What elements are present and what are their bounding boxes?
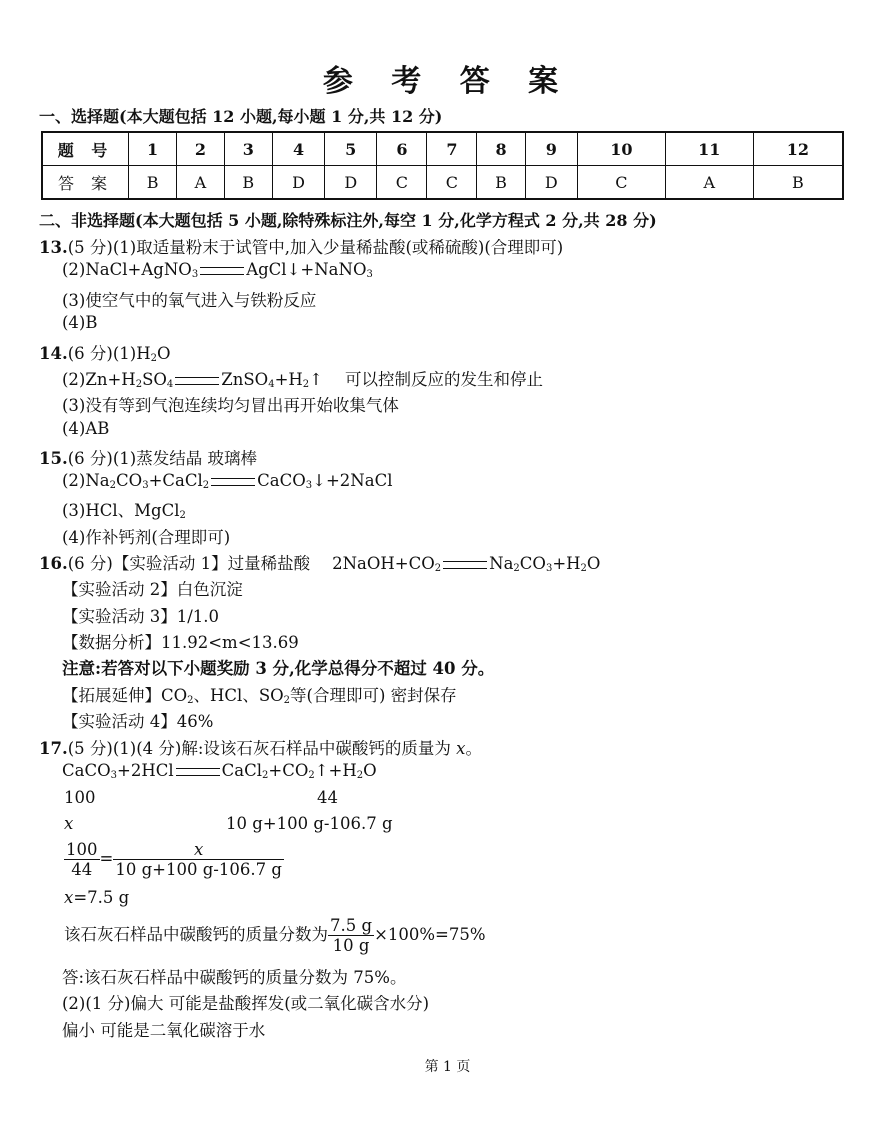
q17-number: 17. (39, 739, 68, 758)
answer-cell: B (753, 166, 843, 200)
q16-line-6: 【实验活动 4】46% (62, 712, 214, 731)
q14-number: 14. (39, 344, 68, 363)
q17-part-2b: 偏小 可能是二氧化碳溶于水 (62, 1021, 266, 1040)
q17-unknown-x: x (64, 814, 74, 833)
q15-line-2: $(2)Na_2CO_3+CaCl_2$ CaCO$_3$↓+2NaCl (62, 471, 393, 491)
page-number: 第 1 页 (424, 1059, 471, 1075)
q15-number: 15. (39, 449, 68, 468)
q16-line-5: 【拓展延伸】$CO_2$、HCl、$SO_2$等(合理即可) 密封保存 (62, 686, 457, 706)
q16-line-2: 【实验活动 2】白色沉淀 (62, 580, 243, 599)
page-title: 参 考 答 案 (322, 64, 573, 99)
answer-row (42, 166, 843, 200)
answer-cell: B (224, 166, 272, 200)
equals-sign (211, 478, 255, 486)
question-number: 1 (129, 132, 177, 166)
answer-cell: D (272, 166, 324, 200)
answer-cell: D (325, 166, 377, 200)
question-number-row (42, 132, 843, 166)
q13-line-4: (4)B (62, 313, 98, 332)
section-1-heading: 一、选择题(本大题包括 12 小题,每小题 1 分,共 12 分) (39, 107, 443, 126)
q17-percentage: 该石灰石样品中碳酸钙的质量分数为 $\frac{7.5 g}{10 g}$ ×100%=75% (64, 916, 486, 955)
q17-line-1: 17.(5 分)(1)(4 分)解:设该石灰石样品中碳酸钙的质量为 x。 (39, 739, 482, 758)
q16-line-4: 【数据分析】11.92<m<13.69 (62, 633, 299, 652)
q16-bonus-note: 注意:若答对以下小题奖励 3 分,化学总得分不超过 40 分。 (62, 659, 495, 678)
question-number: 11 (665, 132, 753, 166)
q16-line-1: 16.(6 分)【实验活动 1】过量稀盐酸 $2NaOH+CO_2$ $Na_2CO_3+H_2O$ (39, 554, 601, 574)
answer-cell: C (427, 166, 477, 200)
equals-sign (200, 267, 244, 275)
question-number: 7 (427, 132, 477, 166)
answer-cell: C (577, 166, 665, 200)
question-number: 8 (477, 132, 525, 166)
equals-sign (176, 768, 220, 776)
question-number: 12 (753, 132, 843, 166)
q13-line-2: (2)NaCl+AgNO$_3$ AgCl↓+NaNO$_3$ (62, 260, 373, 280)
question-number: 10 (577, 132, 665, 166)
question-number: 9 (525, 132, 577, 166)
question-number: 3 (224, 132, 272, 166)
q17-molar-caco3: 100 (64, 788, 96, 807)
q15-line-1: 15.(6 分)(1)蒸发结晶 玻璃棒 (39, 449, 257, 468)
row-label-answer: 答 案 (42, 166, 129, 200)
q17-molar-co2: 44 (317, 788, 338, 807)
q17-co2-mass: 10 g+100 g-106.7 g (226, 814, 393, 833)
question-number: 5 (325, 132, 377, 166)
answer-cell: B (129, 166, 177, 200)
q14-line-4: (4)AB (62, 419, 110, 438)
q14-line-3: (3)没有等到气泡连续均匀冒出再开始收集气体 (62, 396, 399, 415)
q13-number: 13. (39, 238, 68, 257)
q13-line-1: 13.(5 分)(1)取适量粉末于试管中,加入少量稀盐酸(或稀硫酸)(合理即可) (39, 238, 564, 257)
equals-sign (175, 377, 219, 385)
multiple-choice-answer-table (41, 131, 844, 200)
q13-line-3: (3)使空气中的氧气进入与铁粉反应 (62, 291, 317, 310)
answer-cell: C (377, 166, 427, 200)
q15-line-4: (4)作补钙剂(合理即可) (62, 528, 231, 547)
q16-number: 16. (39, 554, 68, 573)
q14-line-2: $(2)Zn+H_2SO_4$ $ZnSO_4+H_2↑$ 可以控制反应的发生和停止 (62, 370, 543, 390)
q17-part-2: (2)(1 分)偏大 可能是盐酸挥发(或二氧化碳含水分) (62, 994, 430, 1013)
q15-line-3: (3)HCl、MgCl$_2$ (62, 501, 186, 521)
question-number: 4 (272, 132, 324, 166)
answer-cell: A (665, 166, 753, 200)
q17-answer: 答:该石灰石样品中碳酸钙的质量分数为 75%。 (62, 968, 407, 987)
section-2-heading: 二、非选择题(本大题包括 5 小题,除特殊标注外,每空 1 分,化学方程式 2 分,共 28 分) (39, 211, 657, 230)
q17-equation: CaCO$_3$+2HCl $CaCl_2+CO_2↑+H_2O$ (62, 761, 377, 781)
answer-cell: A (177, 166, 224, 200)
equals-sign (443, 561, 487, 569)
q17-proportion: $\frac{100}{44}$ = $\frac{x}{10 g+100 g-106.7 g}$ (66, 840, 282, 879)
answer-cell: B (477, 166, 525, 200)
row-label-question: 题 号 (42, 132, 129, 166)
q16-line-3: 【实验活动 3】1/1.0 (62, 607, 220, 626)
q14-line-1: 14.(6 分)$(1)H_2O$ (39, 344, 171, 364)
question-number: 6 (377, 132, 427, 166)
question-number: 2 (177, 132, 224, 166)
q17-result: x=7.5 g (64, 888, 130, 907)
answer-cell: D (525, 166, 577, 200)
